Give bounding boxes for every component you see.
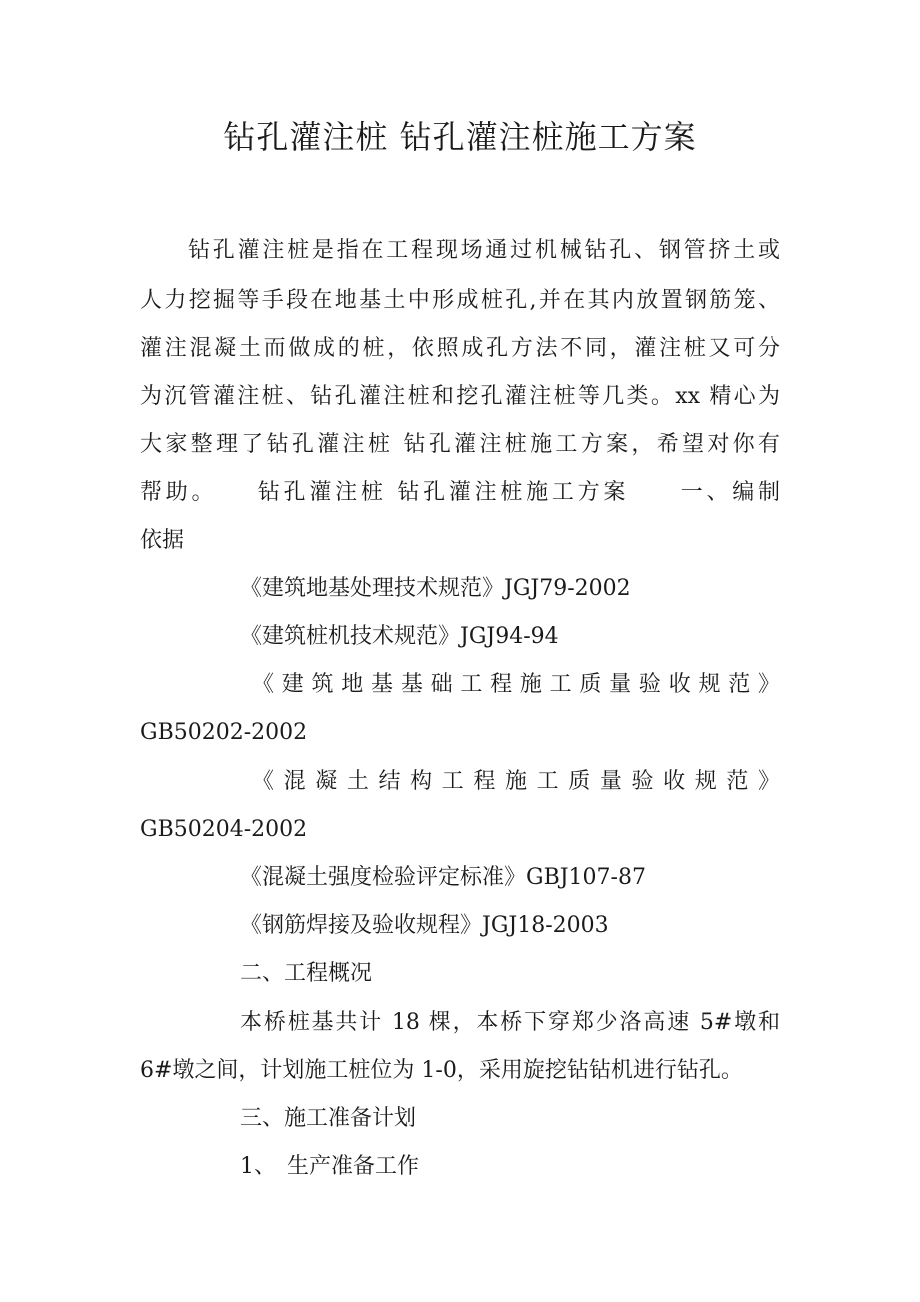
intro-line-1: 钻孔灌注桩是指在工程现场通过机械钻孔、钢管挤土或 xyxy=(188,238,780,263)
intro-line-2: 人力挖掘等手段在地基土中形成桩孔,并在其内放置钢筋笼、 xyxy=(140,288,780,313)
intro-line-3: 灌注混凝土而做成的桩，依照成孔方法不同，灌注桩又可分 xyxy=(140,336,780,361)
standard-jgj79: 《建筑地基处理技术规范》JGJ79-2002 xyxy=(240,576,631,601)
standard-gb50204-code: GB50204-2002 xyxy=(140,817,308,842)
document-title: 钻孔灌注桩 钻孔灌注桩施工方案 xyxy=(223,118,697,156)
standard-jgj18: 《钢筋焊接及验收规程》JGJ18-2003 xyxy=(240,913,609,938)
section-3-heading: 三、施工准备计划 xyxy=(240,1106,417,1131)
standard-gb50202-title: 《建筑地基基础工程施工质量验收规范》 xyxy=(252,672,780,697)
standard-gb50204-title: 《混凝土结构工程施工质量验收规范》 xyxy=(252,769,780,794)
intro-line-6: 帮助。 钻孔灌注桩 钻孔灌注桩施工方案 一、编制 xyxy=(140,480,780,505)
intro-line-7: 依据 xyxy=(140,528,185,553)
section-2-line-2: 6#墩之间，计划施工桩位为 1-0，采用旋挖钻钻机进行钻孔。 xyxy=(140,1058,743,1083)
intro-line-5: 大家整理了钻孔灌注桩 钻孔灌注桩施工方案，希望对你有 xyxy=(140,432,780,457)
standard-jgj94: 《建筑桩机技术规范》JGJ94-94 xyxy=(240,624,559,649)
intro-line-4: 为沉管灌注桩、钻孔灌注桩和挖孔灌注桩等几类。xx 精心为 xyxy=(140,384,780,409)
standard-gbj107: 《混凝土强度检验评定标准》GBJ107-87 xyxy=(240,865,646,890)
section-2-line-1: 本桥桩基共计 18 棵，本桥下穿郑少洛高速 5#墩和 xyxy=(240,1010,780,1035)
section-2-heading: 二、工程概况 xyxy=(240,961,373,986)
standard-gb50202-code: GB50202-2002 xyxy=(140,720,308,745)
section-3-subitem-1: 1、 生产准备工作 xyxy=(240,1154,419,1179)
